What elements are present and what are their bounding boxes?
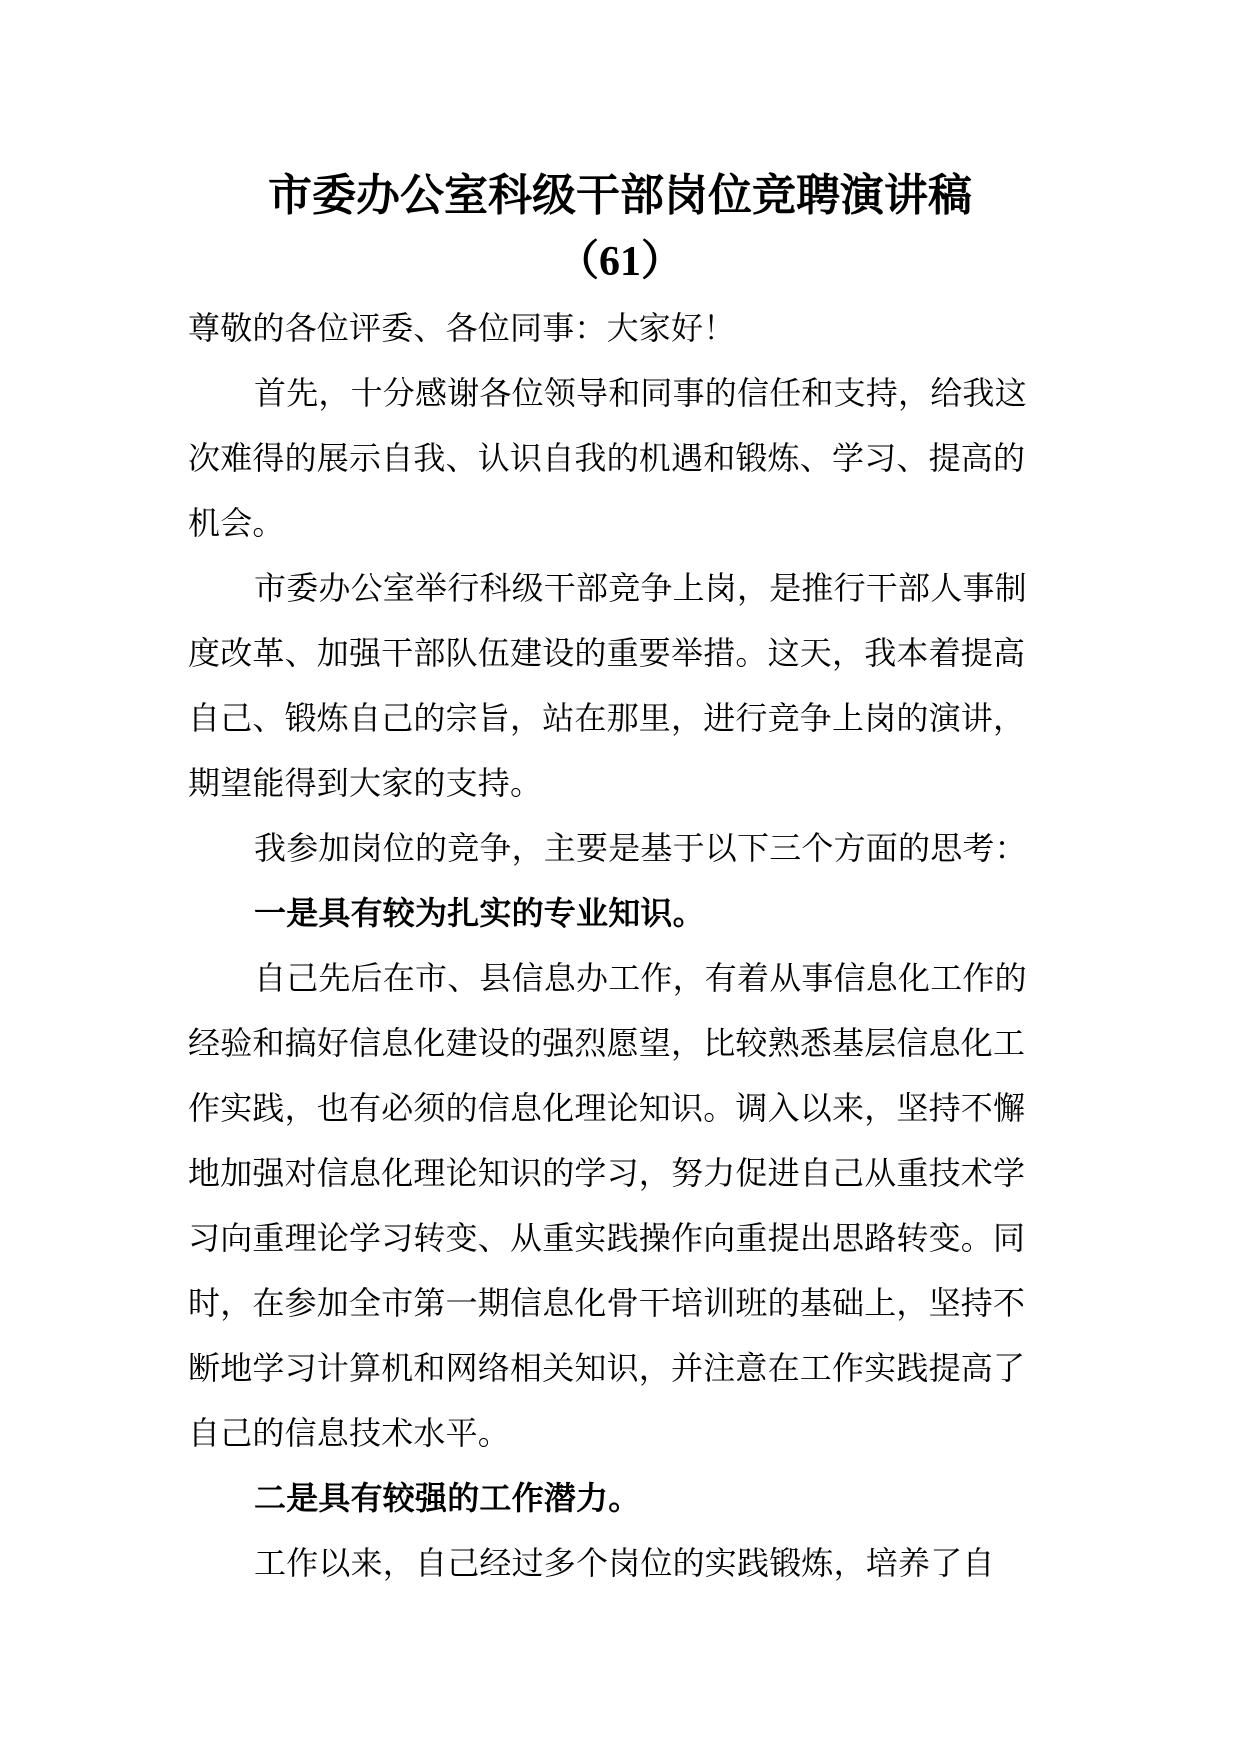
salutation: 尊敬的各位评委、各位同事：大家好！ (188, 309, 736, 347)
document-body (188, 296, 1056, 1596)
document-title: 市委办公室科级干部岗位竞聘演讲稿 (268, 170, 972, 221)
paragraph-background: 市委办公室举行科级干部竞争上岗，是推行干部人事制度改革、加强干部队伍建设的重要举措。这天，我本着提高自己、锻炼自己的宗旨，站在那里，进行竞争上岗的演讲，期望能得到大家的支持。 (188, 569, 1027, 802)
paragraph-reason-two: 工作以来，自己经过多个岗位的实践锻炼，培养了自 (254, 1544, 995, 1582)
paragraph-thanks: 首先，十分感谢各位领导和同事的信任和支持，给我这次难得的展示自我、认识自我的机遇和锻炼、学习、提高的机会。 (188, 374, 1027, 542)
heading-reason-two: 二是具有较强的工作潜力。 (254, 1479, 641, 1517)
heading-reason-one: 一是具有较为扎实的专业知识。 (254, 894, 705, 932)
document-subtitle: （61） (556, 239, 683, 285)
paragraph-reason-one: 自己先后在市、县信息办工作，有着从事信息化工作的经验和搞好信息化建设的强烈愿望，比较熟悉基层信息化工作实践，也有必须的信息化理论知识。调入以来，坚持不懈地加强对信息化理论知识的学习，努力促进自己从重技术学习向重理论学习转变、从重实践操作向重提出思路转变。同时，在参加全市第一期信息化骨干培训班的基础上，坚持不断地学习计算机和网络相关知识，并注意在工作实践提高了自己的信息技术水平。 (188, 959, 1027, 1452)
paragraph-reasons-intro: 我参加岗位的竞争，主要是基于以下三个方面的思考： (254, 829, 1027, 867)
